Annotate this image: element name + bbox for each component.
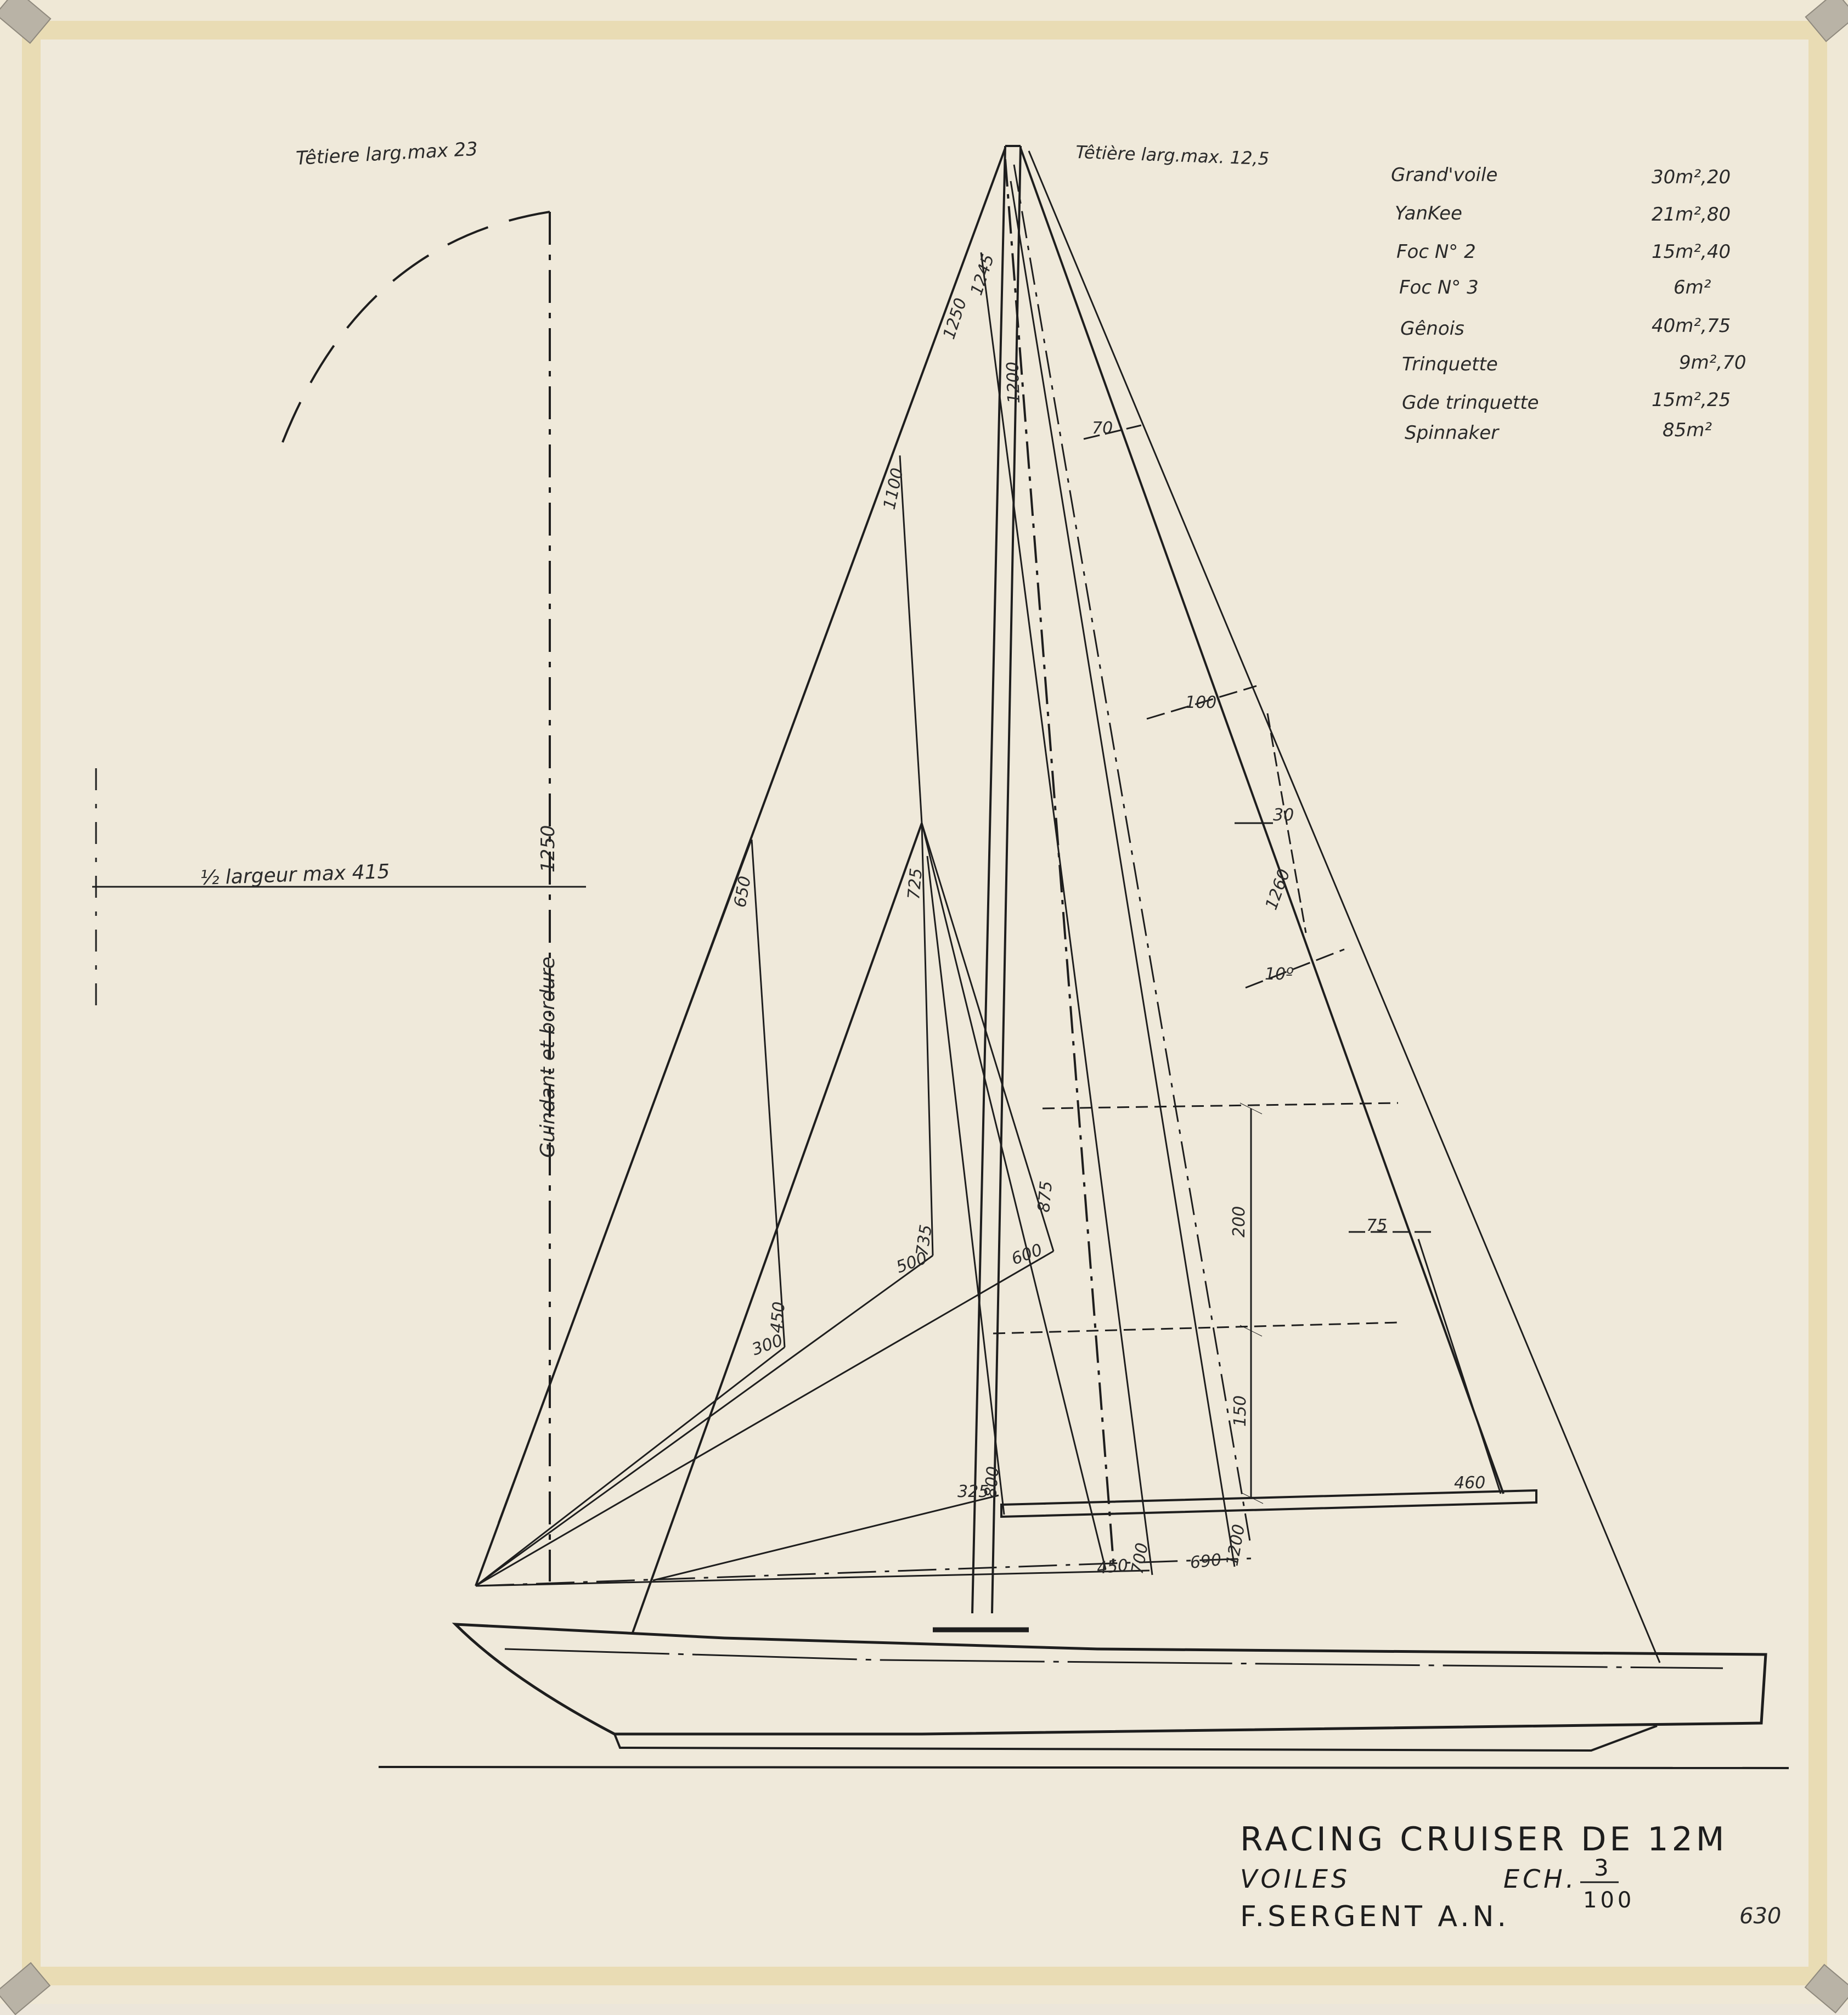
dim-label: 460 bbox=[1454, 1473, 1486, 1493]
luff-value: 1250 bbox=[537, 825, 559, 873]
drawing-author: F.SERGENT A.N. bbox=[1240, 1900, 1510, 1933]
backstay bbox=[1029, 151, 1660, 1663]
dim-label: 500 bbox=[893, 1248, 930, 1277]
sheet-number: 630 bbox=[1739, 1904, 1782, 1929]
headsails bbox=[476, 148, 1251, 1634]
yankee-upper-leech bbox=[900, 455, 922, 823]
scale-label: ECH. bbox=[1503, 1864, 1577, 1894]
dim-label: 735 bbox=[912, 1223, 936, 1258]
sail-name: Spinnaker bbox=[1405, 422, 1499, 444]
scale-denominator: 100 bbox=[1583, 1888, 1635, 1913]
dim-label: 800 bbox=[981, 1465, 1003, 1499]
dim-label: 100 bbox=[1185, 693, 1217, 712]
tetiere-left-label: Têtiere larg.max 23 bbox=[295, 138, 478, 170]
dim-label: 30 bbox=[1273, 806, 1294, 825]
sail-name: Grand'voile bbox=[1391, 164, 1498, 186]
dim-label: 200 bbox=[1230, 1206, 1249, 1237]
sail-name: Gênois bbox=[1400, 318, 1464, 340]
boom bbox=[1001, 1490, 1536, 1517]
spinnaker-profile bbox=[92, 212, 586, 1581]
dim-label: 875 bbox=[1034, 1180, 1056, 1213]
genoa-foot bbox=[476, 1571, 1150, 1586]
sail-area: 30m²,20 bbox=[1652, 166, 1731, 188]
dim-label: 70 bbox=[1092, 419, 1113, 438]
drawing-subtitle: VOILES bbox=[1240, 1864, 1351, 1894]
yankee-leech bbox=[981, 252, 1152, 1575]
dim-label: 1250 bbox=[939, 296, 971, 342]
jib2-leech bbox=[752, 840, 785, 1347]
big-staysail-foot bbox=[476, 1251, 1053, 1586]
sail-area: 9m²,70 bbox=[1679, 352, 1746, 374]
spinnaker-head-curve bbox=[283, 212, 550, 442]
dim-label: 1200 bbox=[1003, 361, 1024, 404]
dim-label: 1100 bbox=[880, 466, 908, 511]
dim-label: 75 bbox=[1366, 1216, 1388, 1235]
dim-label: 700 bbox=[1128, 1541, 1152, 1576]
dim-label: 650 bbox=[730, 874, 755, 909]
dim-label: 325 bbox=[957, 1482, 989, 1501]
sail-area-table bbox=[1391, 164, 1746, 444]
half-width-label: ½ largeur max 415 bbox=[199, 860, 390, 890]
waterline bbox=[379, 1767, 1789, 1768]
dimension-labels bbox=[730, 252, 1485, 1578]
sail-area: 6m² bbox=[1674, 277, 1711, 299]
tetiere-right-label: Têtière larg.max. 12,5 bbox=[1075, 142, 1270, 170]
sail-name: Gde trinquette bbox=[1402, 392, 1539, 414]
jib3-foot bbox=[653, 1495, 999, 1580]
dim-label: 1200 bbox=[1222, 1523, 1249, 1568]
big-staysail-chain bbox=[922, 823, 1106, 1569]
keel-line bbox=[615, 1726, 1657, 1751]
dim-label: 150 bbox=[1231, 1395, 1250, 1427]
sail-area: 40m²,75 bbox=[1652, 315, 1731, 337]
title-block bbox=[1240, 1820, 1781, 1933]
hull bbox=[379, 1624, 1789, 1768]
dim-label: 1245 bbox=[967, 252, 999, 298]
staysail-foot bbox=[476, 1256, 933, 1586]
mainsail-inner-line bbox=[1008, 181, 1235, 1567]
dim-label: 10º bbox=[1265, 965, 1294, 984]
hull-outline bbox=[455, 1624, 1766, 1734]
dim-label: 690 bbox=[1189, 1550, 1222, 1573]
dim-label: 725 bbox=[904, 867, 926, 900]
sail-name: Foc N° 3 bbox=[1399, 277, 1479, 299]
sail-area: 21m²,80 bbox=[1652, 204, 1731, 226]
sail-name: Trinquette bbox=[1402, 353, 1498, 375]
sail-name: YanKee bbox=[1395, 202, 1462, 224]
sail-area: 85m² bbox=[1663, 419, 1712, 441]
dim-label: 450 bbox=[1096, 1556, 1129, 1578]
sail-area: 15m²,40 bbox=[1652, 241, 1731, 263]
dim-label: 300 bbox=[749, 1331, 786, 1360]
drawing-title: RACING CRUISER DE 12M bbox=[1240, 1820, 1728, 1859]
sail-area: 15m²,25 bbox=[1652, 389, 1731, 411]
sail-name: Foc N° 2 bbox=[1396, 241, 1476, 263]
girth-ticks bbox=[993, 425, 1501, 1504]
scale-numerator: 3 bbox=[1594, 1854, 1612, 1881]
dim-label: 450 bbox=[767, 1301, 789, 1334]
luff-label: Guindant et bordure bbox=[537, 956, 559, 1158]
jib2-foot bbox=[476, 1347, 785, 1586]
dim-label: 1260 bbox=[1261, 866, 1294, 913]
staysail-luff bbox=[632, 823, 922, 1634]
dim-label: 600 bbox=[1008, 1240, 1045, 1269]
mainsail bbox=[1008, 148, 1660, 1663]
